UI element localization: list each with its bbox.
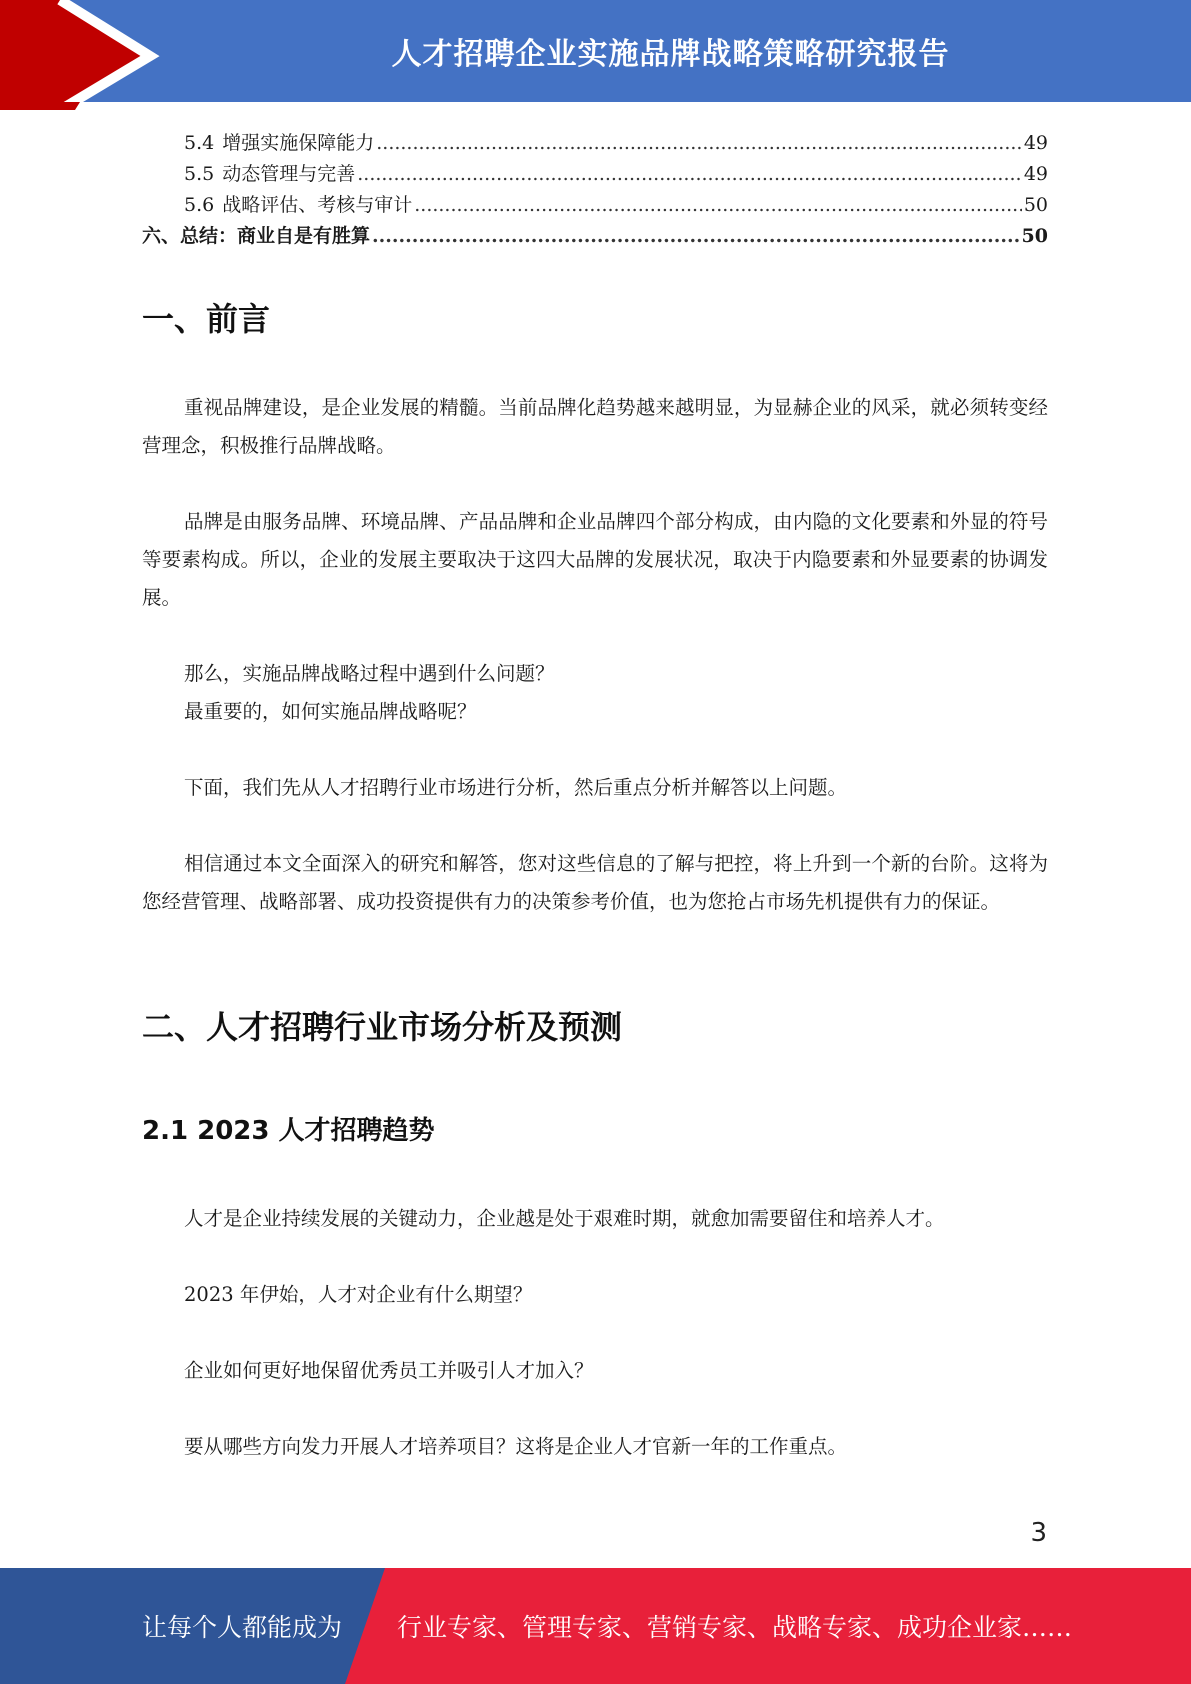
footer-slogan-right: 行业专家、管理专家、营销专家、战略专家、成功企业家…… xyxy=(397,1613,1073,1642)
paragraph: 最重要的，如何实施品牌战略呢？ xyxy=(184,700,477,723)
toc-leader xyxy=(372,225,1020,247)
toc-leader xyxy=(376,132,1022,154)
paragraph: 相信通过本文全面深入的研究和解答，您对这些信息的了解与把控，将上升到一个新的台阶。这将为您经营管理、战略部署、成功投资提供有力的决策参考价值，也为您抢占市场先机提供有力的保证。 xyxy=(142,852,1048,913)
paragraph: 那么，实施品牌战略过程中遇到什么问题？ xyxy=(184,662,555,685)
paragraph: 人才是企业持续发展的关键动力，企业越是处于艰难时期，就愈加需要留住和培养人才。 xyxy=(184,1207,945,1230)
toc-entry[interactable] xyxy=(142,221,1048,252)
toc-label: 六、总结：商业自是有胜算 xyxy=(142,225,371,247)
page-header xyxy=(0,0,1191,110)
toc-page: 49 xyxy=(1023,163,1048,185)
toc-leader xyxy=(357,163,1022,185)
table-of-contents xyxy=(142,128,1048,252)
paragraph: 重视品牌建设，是企业发展的精髓。当前品牌化趋势越来越明显，为显赫企业的风采，就必须转变经营理念，积极推行品牌战略。 xyxy=(142,396,1048,457)
toc-number: 5.6 xyxy=(184,194,215,216)
page-footer xyxy=(0,1568,1191,1684)
paragraph: 品牌是由服务品牌、环境品牌、产品品牌和企业品牌四个部分构成，由内隐的文化要素和外显的符号等要素构成。所以，企业的发展主要取决于这四大品牌的发展状况，取决于内隐要素和外显要素的协调发展。 xyxy=(142,510,1048,609)
toc-entry[interactable] xyxy=(142,159,1048,190)
section-heading: 二、人才招聘行业市场分析及预测 xyxy=(142,1008,623,1046)
toc-leader xyxy=(414,194,1022,216)
toc-entry[interactable] xyxy=(142,190,1048,221)
page-number: 3 xyxy=(1030,1518,1047,1548)
paragraph: 下面，我们先从人才招聘行业市场进行分析，然后重点分析并解答以上问题。 xyxy=(184,776,848,799)
paragraph: 企业如何更好地保留优秀员工并吸引人才加入？ xyxy=(184,1359,594,1382)
section-heading: 一、前言 xyxy=(142,300,271,338)
toc-entry[interactable] xyxy=(142,128,1048,159)
subsection-heading: 2.1 2023 人才招聘趋势 xyxy=(142,1116,435,1146)
paragraph: 2023 年伊始，人才对企业有什么期望？ xyxy=(184,1283,533,1306)
toc-page: 50 xyxy=(1021,225,1048,247)
paragraph: 要从哪些方向发力开展人才培养项目？这将是企业人才官新一年的工作重点。 xyxy=(184,1435,848,1458)
toc-label: 动态管理与完善 xyxy=(222,163,356,185)
toc-number: 5.5 xyxy=(184,163,215,185)
toc-page: 49 xyxy=(1023,132,1048,154)
toc-number: 5.4 xyxy=(184,132,215,154)
toc-label: 增强实施保障能力 xyxy=(222,132,375,154)
footer-slogan-left: 让每个人都能成为 xyxy=(142,1613,343,1642)
toc-label: 战略评估、考核与审计 xyxy=(222,194,413,216)
document-title: 人才招聘企业实施品牌战略策略研究报告 xyxy=(391,37,950,72)
toc-page: 50 xyxy=(1023,194,1048,216)
